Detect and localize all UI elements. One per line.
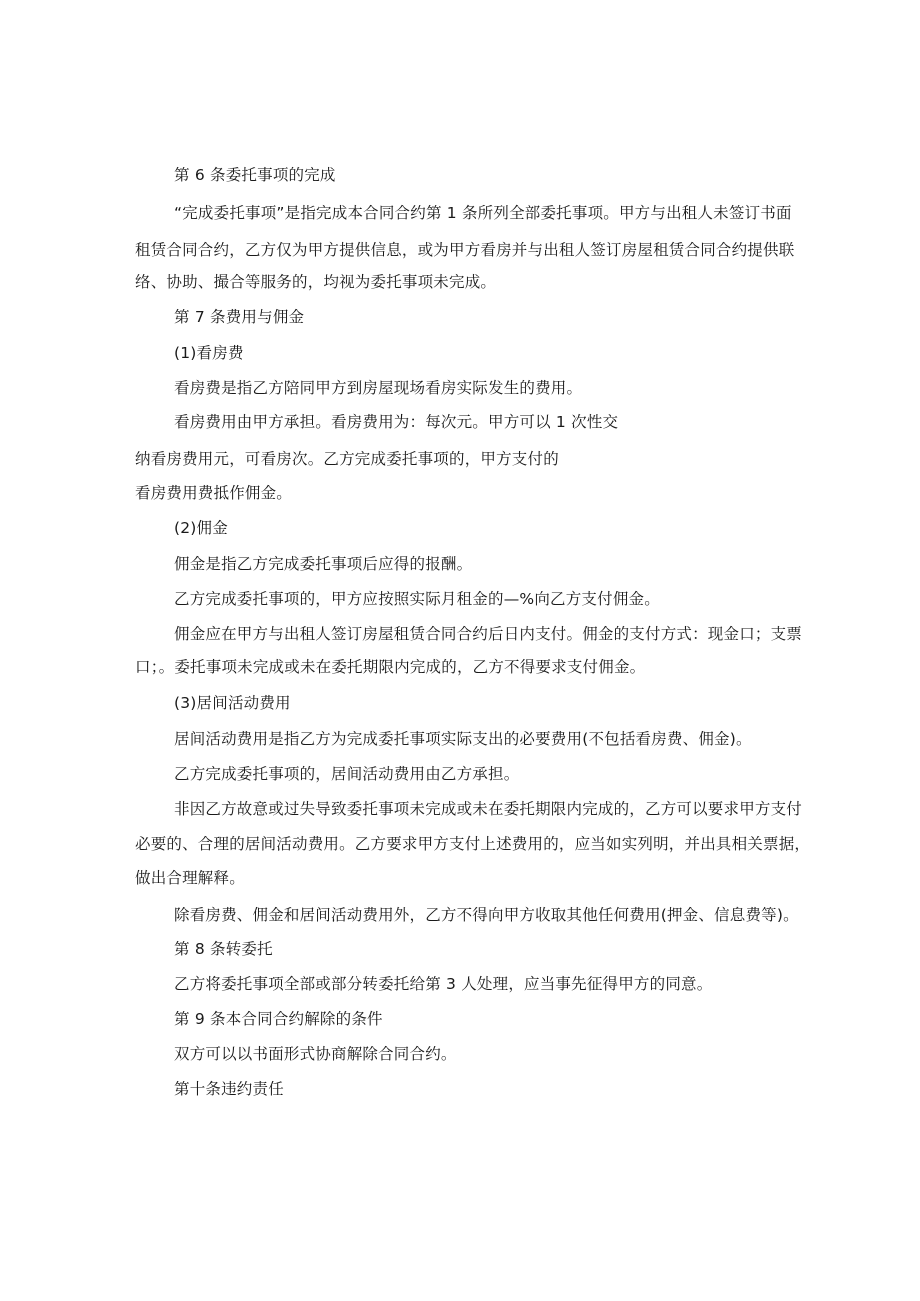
- paragraph-line: 看房费是指乙方陪同甲方到房屋现场看房实际发生的费用。: [174, 379, 583, 397]
- paragraph-line: 纳看房费用元，可看房次。乙方完成委托事项的，甲方支付的: [135, 450, 559, 468]
- paragraph-line: 乙方将委托事项全部或部分转委托给第 3 人处理，应当事先征得甲方的同意。: [174, 975, 713, 993]
- paragraph-line: 除看房费、佣金和居间活动费用外，乙方不得向甲方收取其他任何费用(押金、信息费等)。: [174, 906, 799, 924]
- subsection-heading: (3)居间活动费用: [174, 694, 291, 712]
- article-8-heading: 第 8 条转委托: [174, 940, 273, 958]
- paragraph-line: 佣金应在甲方与出租人签订房屋租赁合同合约后日内支付。佣金的支付方式：现金口；支票: [174, 625, 803, 643]
- subsection-heading: (1)看房费: [174, 344, 244, 362]
- article-6-heading: 第 6 条委托事项的完成: [174, 166, 336, 184]
- paragraph-line: 乙方完成委托事项的，甲方应按照实际月租金的—%向乙方支付佣金。: [174, 590, 660, 608]
- paragraph-line: 做出合理解释。: [135, 869, 245, 887]
- paragraph-line: 双方可以以书面形式协商解除合同合约。: [174, 1045, 457, 1063]
- paragraph-line: 居间活动费用是指乙方为完成委托事项实际支出的必要费用(不包括看房费、佣金)。: [174, 730, 752, 748]
- article-7-heading: 第 7 条费用与佣金: [174, 308, 305, 326]
- paragraph-line: 看房费用由甲方承担。看房费用为：每次元。甲方可以 1 次性交: [174, 413, 619, 431]
- paragraph-line: 乙方完成委托事项的，居间活动费用由乙方承担。: [174, 765, 520, 783]
- article-10-heading: 第十条违约责任: [174, 1080, 284, 1098]
- paragraph-line: 必要的、合理的居间活动费用。乙方要求甲方支付上述费用的，应当如实列明，并出具相关票据，: [135, 835, 811, 853]
- paragraph-line: 看房费用费抵作佣金。: [135, 484, 293, 502]
- paragraph-line: 络、协助、撮合等服务的，均视为委托事项未完成。: [135, 273, 497, 291]
- subsection-heading: (2)佣金: [174, 519, 228, 537]
- paragraph-line: “完成委托事项”是指完成本合同合约第 1 条所列全部委托事项。甲方与出租人未签订书面: [174, 204, 792, 222]
- paragraph-line: 租赁合同合约，乙方仅为甲方提供信息，或为甲方看房并与出租人签订房屋租赁合同合约提供联: [135, 241, 795, 259]
- paragraph-line: 佣金是指乙方完成委托事项后应得的报酬。: [174, 555, 473, 573]
- paragraph-line: 口；。委托事项未完成或未在委托期限内完成的，乙方不得要求支付佣金。: [135, 658, 646, 676]
- article-9-heading: 第 9 条本合同合约解除的条件: [174, 1010, 383, 1028]
- paragraph-line: 非因乙方故意或过失导致委托事项未完成或未在委托期限内完成的，乙方可以要求甲方支付: [174, 800, 803, 818]
